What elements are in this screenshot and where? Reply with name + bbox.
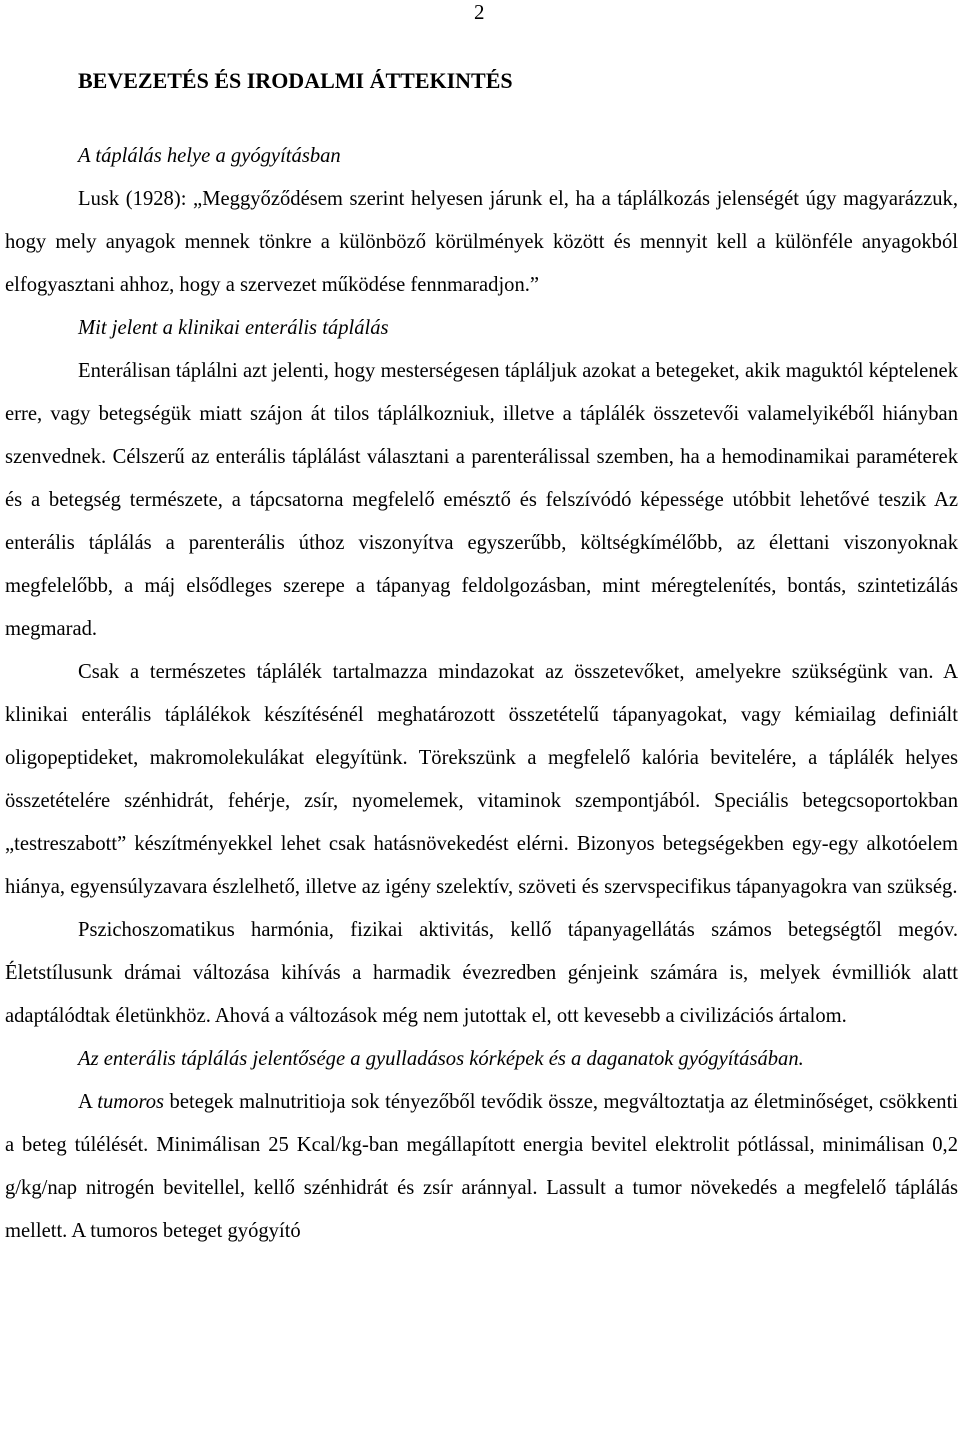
text-fragment: betegek malnutritioja sok tényezőből tevődik össze, megváltoztatja az életminőséget, csökkenti a beteg túlélését. Minimálisan 25 Kcal/kg-ban megállapított energia bevitel elektrolit pótlással, minimálisan 0,2 g/kg/nap nitrogén bevitellel, kellő szénhidrát és zsír aránnyal. Lassult a tumor növekedés a megfelelő táplálás mellett. A tumoros beteget gyógyító [5,1091,959,1242]
chapter-heading: BEVEZETÉS ÉS IRODALMI ÁTTEKINTÉS [78,68,513,93]
page-number: 2 [474,0,485,24]
paragraph-psychosomatic: Pszichoszomatikus harmónia, fizikai aktivitás, kellő tápanyagellátás számos betegségtől megóv. Életstílusunk drámai változása kihívás a harmadik évezredben génjeink számára is, melyek évmilliók alatt adaptálódtak életünkhöz. Ahová a változások még nem jutottak el, ott kevesebb a civilizációs ártalom. [5,919,958,1027]
body-text [5,135,958,1253]
section-title-nutrition-role: A táplálás helye a gyógyításban [78,145,341,167]
paragraph-lusk-quote: Lusk (1928): „Meggyőződésem szerint helyesen járunk el, ha a táplálkozás jelenségét úgy magyarázzuk, hogy mely anyagok mennek tönkre a különböző körülmények között és mennyit kell a különféle anyagokból elfogyasztani ahhoz, hogy a szervezet működése fennmaradjon.” [5,188,958,296]
emphasis-tumoros: tumoros [97,1091,165,1113]
paragraph-enteral-definition: Enterálisan táplálni azt jelenti, hogy mesterségesen tápláljuk azokat a betegeket, akik maguktól képtelenek erre, vagy betegségük miatt szájon át tilos táplálkozniuk, illetve a táplálék összetevői valamelyikéből hiányban szenvednek. Célszerű az enterális táplálást választani a parenterálissal szemben, ha a hemodinamikai paraméterek és a betegség természete, a tápcsatorna megfelelő emésztő és felszívódó képessége utóbbit lehetővé teszik Az enterális táplálás a parenterális úthoz viszonyítva egyszerűbb, költségkímélőbb, az élettani viszonyoknak megfelelőbb, a máj elsődleges szerepe a tápanyag feldolgozásban, mint méregtelenítés, bontás, szintetizálás megmarad. [5,360,958,640]
section-title-inflammation-tumor: Az enterális táplálás jelentősége a gyulladásos kórképek és a daganatok gyógyításában. [78,1048,804,1070]
paragraph-tumor-malnutrition [5,1081,958,1253]
section-title-enteral-meaning: Mit jelent a klinikai enterális táplálás [78,317,389,339]
paragraph-natural-food: Csak a természetes táplálék tartalmazza mindazokat az összetevőket, amelyekre szükségünk van. A klinikai enterális táplálékok készítésénél meghatározott összetételű tápanyagokat, vagy kémiailag definiált oligopeptideket, makromolekulákat elegyítünk. Törekszünk a megfelelő kalória bevitelére, a táplálék helyes összetételére szénhidrát, fehérje, zsír, nyomelemek, vitaminok szempontjából. Speciális betegcsoportokban „testreszabott” készítményekkel lehet csak hatásnövekedést elérni. Bizonyos betegségekben egy-egy alkotóelem hiánya, egyensúlyzavara észlelhető, illetve az igény szelektív, szöveti és szervspecifikus tápanyagokra van szükség. [5,661,958,898]
text-fragment: A [78,1091,98,1113]
